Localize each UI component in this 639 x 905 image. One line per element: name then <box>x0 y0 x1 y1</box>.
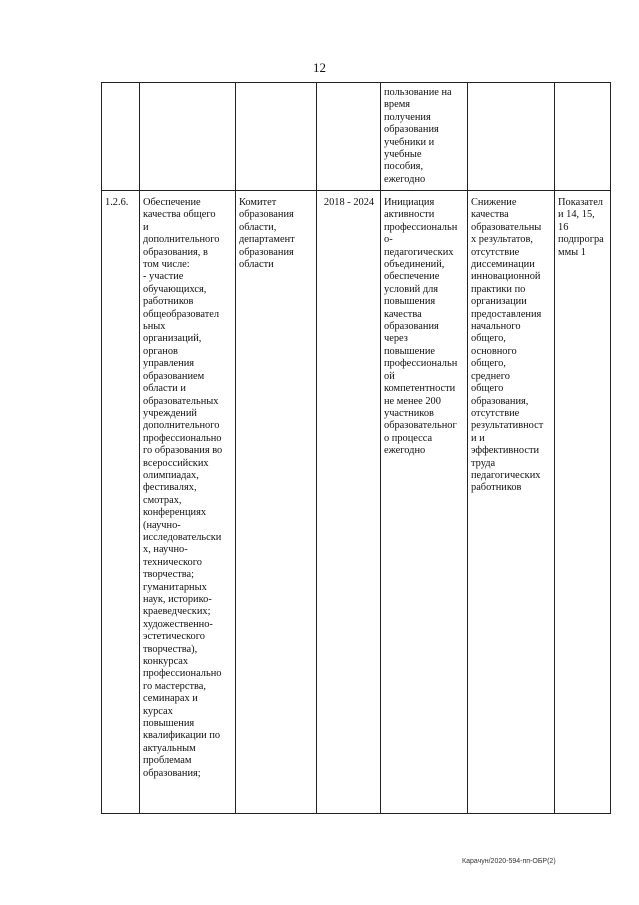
document-code: Карачун/2020-594-пп-ОБР(2) <box>462 858 556 865</box>
continuation-cell-consequences <box>468 83 555 191</box>
event-cell: Обеспечение качества общего и дополнительного образования, в том числе: - участие обучающихся, работников общеобразовател ьных организаций, органов управления образованием области и образовательных учреждений дополнительного профессионально го образования во всероссийских олимпиадах, фестивалях, смотрах, конференциях (научно- исследовательски х, научно- технического творчества; гуманитарных наук, историко- краеведческих; художественно- эстетического творчества), конкурсах профессионально го мастерства, семинарах и курсах повышения квалификации по актуальным проблемам образования; <box>140 191 236 814</box>
years-cell: 2018 - 2024 <box>317 191 381 814</box>
continuation-cell-years <box>317 83 381 191</box>
continuation-cell-number <box>102 83 140 191</box>
row-number-cell: 1.2.6. <box>102 191 140 814</box>
continuation-cell-indicators <box>555 83 611 191</box>
indicators-cell: Показател и 14, 15, 16 подпрогра ммы 1 <box>555 191 611 814</box>
page-number: 12 <box>313 60 326 75</box>
executor-cell: Комитет образования области, департамент образования области <box>236 191 317 814</box>
table-row-1-2-6 <box>102 191 611 814</box>
continuation-cell-result: пользование на время получения образования учебники и учебные пособия, ежегодно <box>381 83 468 191</box>
continuation-cell-event <box>140 83 236 191</box>
continuation-row <box>102 83 611 191</box>
program-table <box>101 82 611 814</box>
consequences-cell: Снижение качества образовательны х результатов, отсутствие диссеминации инновационной практики по организации предоставления начального общего, основного общего, среднего общего образования, отсутствие результативност и и эффективности труда педагогических работников <box>468 191 555 814</box>
continuation-cell-executor <box>236 83 317 191</box>
expected-result-cell: Инициация активности профессиональн о- педагогических объединений, обеспечение условий для повышения качества образования через повышение профессиональн ой компетентности не менее 200 участников образовательног о процесса ежегодно <box>381 191 468 814</box>
